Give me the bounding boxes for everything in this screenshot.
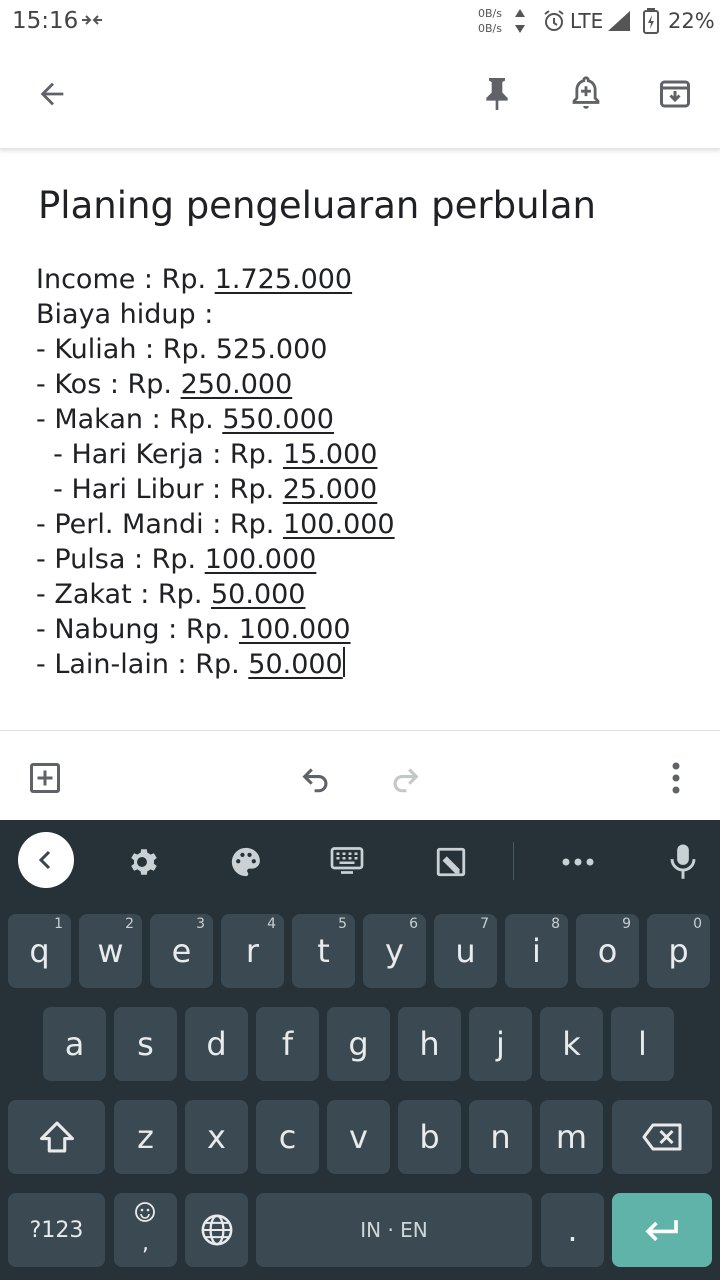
key-s[interactable] [114,1007,177,1081]
pin-icon[interactable] [477,74,517,114]
keyboard-toolbar [0,820,720,902]
note-line-text: - Hari Libur : Rp. [36,474,283,505]
undo-icon[interactable] [296,758,336,798]
key-hint: 6 [409,916,418,932]
note-line [36,472,395,507]
key-g[interactable] [327,1007,390,1081]
note-line [36,542,395,577]
alarm-icon [542,9,566,37]
key-j[interactable] [469,1007,532,1081]
note-line [36,437,395,472]
note-line [36,507,395,542]
key-label: IN · EN [360,1218,428,1242]
keyboard [0,820,720,1280]
note-title[interactable]: Planing pengeluaran perbulan [38,184,596,227]
note-line-amount: 50.000 [211,579,306,610]
key-label: a [64,1025,85,1063]
key-label: n [490,1118,511,1156]
key-hint: 4 [267,916,276,932]
note-line [36,262,395,297]
note-line-text: Biaya hidup : [36,299,214,330]
key-label: r [245,932,260,970]
note-line-amount: 250.000 [180,369,293,400]
enter-icon [642,1216,682,1244]
note-body[interactable] [36,262,395,682]
network-up-speed: 0B/s [478,7,502,20]
note-line-text: Income : Rp. [36,264,215,295]
key-label: c [278,1118,297,1156]
network-activity-icon [514,8,526,38]
note-line-text: - Hari Kerja : Rp. [36,439,283,470]
space-key[interactable] [256,1193,532,1267]
key-a[interactable] [43,1007,106,1081]
key-z[interactable] [114,1100,177,1174]
key-hint: 7 [480,916,489,932]
note-line [36,577,395,612]
comma-emoji-key[interactable] [114,1193,177,1267]
key-v[interactable] [327,1100,390,1174]
note-line [36,332,395,367]
key-hint: 2 [125,916,134,932]
archive-icon[interactable] [655,74,695,114]
shift-icon [38,1120,76,1154]
note-line-amount: 1.725.000 [214,264,353,295]
key-c[interactable] [256,1100,319,1174]
globe-icon [200,1213,234,1247]
key-r[interactable] [221,914,284,988]
note-editor[interactable] [0,150,720,728]
key-label: x [207,1118,226,1156]
status-bar [0,0,720,44]
key-w[interactable] [79,914,142,988]
comma-label: , [142,1231,149,1256]
key-m[interactable] [540,1100,603,1174]
key-label: q [29,932,50,970]
network-down-speed: 0B/s [478,22,502,35]
key-q[interactable] [8,914,71,988]
settings-icon[interactable] [120,840,164,884]
backspace-icon [641,1122,683,1152]
key-hint: 0 [693,916,702,932]
editor-bottom-bar [0,730,720,821]
language-key[interactable] [185,1193,248,1267]
key-label: k [562,1025,581,1063]
text-cursor [343,647,345,677]
network-speed [478,6,502,36]
key-label: y [385,932,404,970]
keyboard-icon[interactable] [325,840,369,884]
key-label: p [668,932,689,970]
note-line-amount: 100.000 [282,509,395,540]
note-line-text: - Kos : Rp. [36,369,181,400]
note-line-amount: 525.000 [215,334,328,365]
key-e[interactable] [150,914,213,988]
key-label: d [206,1025,227,1063]
key-b[interactable] [398,1100,461,1174]
key-o[interactable] [576,914,639,988]
note-line-amount: 100.000 [238,614,351,645]
key-hint: 1 [54,916,63,932]
key-label: u [455,932,476,970]
more-icon[interactable] [556,840,600,884]
note-line [36,297,395,332]
key-label: g [348,1025,369,1063]
key-hint: 8 [551,916,560,932]
key-d[interactable] [185,1007,248,1081]
battery-charging-icon [642,7,660,39]
enter-key[interactable] [612,1193,712,1267]
key-f[interactable] [256,1007,319,1081]
backspace-key[interactable] [612,1100,712,1174]
note-line-amount: 50.000 [248,649,343,680]
key-label: v [349,1118,368,1156]
emoji-icon [134,1201,156,1223]
status-time: 15:16 [12,8,79,34]
note-line-text: - Perl. Mandi : Rp. [36,509,283,540]
app-bar [0,44,720,150]
key-t[interactable] [292,914,355,988]
note-line-text: - Pulsa : Rp. [36,544,205,575]
symbols-key[interactable] [8,1193,105,1267]
key-label: ?123 [29,1217,84,1243]
note-line-text: - Nabung : Rp. [36,614,239,645]
key-label: . [567,1211,578,1249]
key-label: t [317,932,330,970]
theme-palette-icon[interactable] [224,840,268,884]
mic-icon[interactable] [661,840,705,884]
note-line-text: - Makan : Rp. [36,404,223,435]
note-line-text: - Zakat : Rp. [36,579,211,610]
key-h[interactable] [398,1007,461,1081]
key-label: z [137,1118,154,1156]
key-label: i [532,932,541,970]
keyboard-back-icon[interactable] [18,832,74,888]
signal-icon [606,9,632,37]
note-line [36,612,395,647]
key-label: s [137,1025,154,1063]
key-y[interactable] [363,914,426,988]
key-label: l [638,1025,647,1063]
key-label: w [97,932,124,970]
key-hint: 3 [196,916,205,932]
key-label: o [597,932,618,970]
note-line-text: - Kuliah : Rp. [36,334,216,365]
key-label: e [171,932,192,970]
key-hint: 5 [338,916,347,932]
note-line-amount: 100.000 [204,544,317,575]
note-line-text: - Lain-lain : Rp. [36,649,249,680]
shift-key[interactable] [8,1100,105,1174]
key-p[interactable] [647,914,710,988]
key-i[interactable] [505,914,568,988]
note-line [36,367,395,402]
redo-icon[interactable] [385,758,425,798]
note-line-amount: 550.000 [222,404,334,435]
more-vert-icon[interactable] [656,758,696,798]
key-u[interactable] [434,914,497,988]
key-label: f [281,1025,294,1063]
toolbar-divider [513,842,514,880]
key-label: j [496,1025,505,1063]
back-arrow-icon[interactable] [32,74,72,114]
battery-percent: 22% [668,9,715,33]
note-line-amount: 15.000 [282,439,378,470]
key-l[interactable] [611,1007,674,1081]
key-n[interactable] [469,1100,532,1174]
note-line-amount: 25.000 [282,474,378,505]
note-line [36,402,395,437]
note-line [36,647,395,682]
reminder-add-icon[interactable] [566,74,606,114]
network-type: LTE [570,9,604,33]
key-k[interactable] [540,1007,603,1081]
key-label: m [555,1118,588,1156]
data-saver-icon [80,10,104,34]
stylus-icon[interactable] [429,840,473,884]
add-box-icon[interactable] [25,758,65,798]
key-hint: 9 [622,916,631,932]
period-key[interactable] [541,1193,604,1267]
key-label: b [419,1118,440,1156]
key-x[interactable] [185,1100,248,1174]
key-label: h [419,1025,440,1063]
